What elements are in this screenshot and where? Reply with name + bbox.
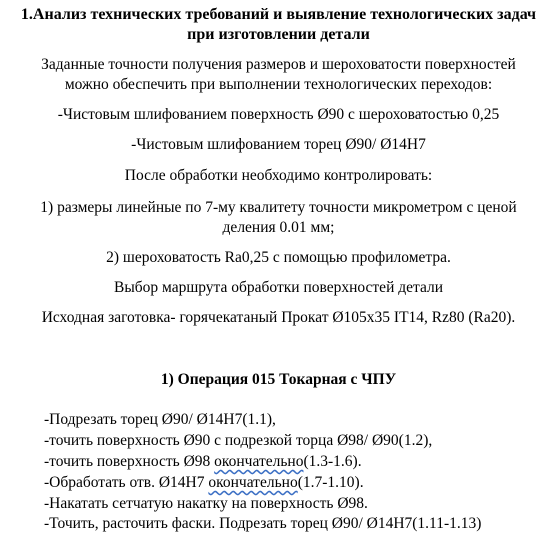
intro-line-1: Заданные точности получения размеров и шероховатости поверхностей bbox=[41, 56, 516, 73]
operation-step-4 bbox=[44, 473, 364, 493]
operation-step-1: -Подрезать торец Ø90/ Ø14H7(1.1), bbox=[44, 411, 276, 428]
transition-2: -Чистовым шлифованием торец Ø90/ Ø14H7 bbox=[131, 136, 426, 153]
heading-line-2: при изготовлении детали bbox=[187, 26, 370, 43]
operation-step-5: -Накатать сетчатую накатку на поверхность Ø98. bbox=[44, 495, 368, 512]
operation-step-3 bbox=[44, 452, 362, 472]
operation-title: 1) Операция 015 Токарная с ЧПУ bbox=[160, 371, 397, 388]
control-item-1-line-1: 1) размеры линейные по 7-му квалитету точности микрометром с ценой bbox=[40, 199, 517, 216]
step-3-prefix: -точить поверхность Ø98 bbox=[44, 453, 215, 470]
route-title: Выбор маршрута обработки поверхностей детали bbox=[113, 279, 444, 296]
step-4-prefix: -Обработать отв. Ø14H7 bbox=[44, 474, 209, 491]
step-4-suffix: (1.7-1.10). bbox=[297, 474, 364, 491]
operation-step-6: -Точить, расточить фаски. Подрезать торец Ø90/ Ø14H7(1.11-1.13) bbox=[44, 515, 482, 532]
transition-1: -Чистовым шлифованием поверхность Ø90 с шероховатостью 0,25 bbox=[57, 106, 500, 123]
route-blank: Исходная заготовка- горячекатаный Прокат Ø105х35 IT14, Rz80 (Ra20). bbox=[41, 309, 516, 326]
heading-line-1: 1.Анализ технических требований и выявление технологических задач bbox=[20, 6, 537, 23]
control-item-1-line-2: деления 0.01 мм; bbox=[222, 219, 335, 236]
step-3-suffix: (1.3-1.6). bbox=[303, 453, 362, 470]
control-item-2: 2) шероховатость Ra0,25 с помощью профилометра. bbox=[106, 249, 451, 266]
spellcheck-underline: окончательно bbox=[214, 453, 304, 470]
spellcheck-underline: окончательно bbox=[208, 474, 298, 491]
control-title: После обработки необходимо контролировать: bbox=[124, 167, 433, 184]
intro-line-2: можно обеспечить при выполнении технологических переходов: bbox=[64, 76, 493, 93]
operation-step-2: -точить поверхность Ø90 с подрезкой торца Ø98/ Ø90(1.2), bbox=[44, 432, 433, 449]
